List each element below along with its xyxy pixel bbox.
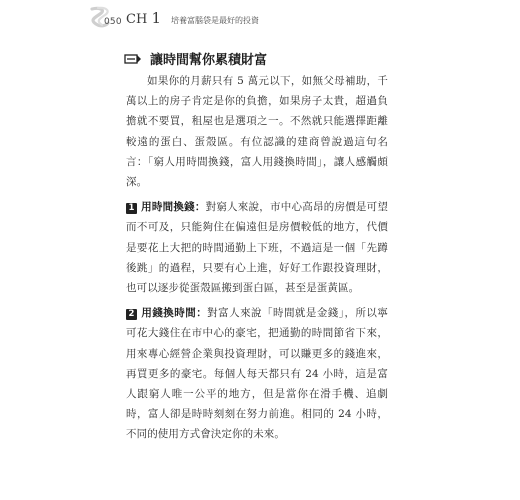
chapter-number: 1 bbox=[151, 9, 161, 27]
list-item-2 bbox=[126, 303, 388, 444]
chapter-title: 培養富腦袋是最好的投資 bbox=[171, 16, 259, 25]
section-heading bbox=[124, 49, 454, 69]
item-1-text: 對窮人來說，市中心高昂的房價是可望而不可及，只能夠住在偏遠但是房價較低的地方，代價是要花上大把的時間通勤上下班，不過這是一個「先蹲後跳」的過程，只要有心上進，好好工作跟投資理財，也可以逐步從蛋殼區搬到蛋白區，甚至是蛋黃區。 bbox=[126, 201, 388, 295]
chapter-prefix: CH bbox=[126, 12, 148, 27]
item-2-text: 對富人來說「時間就是金錢」，所以寧可花大錢住在市中心的豪宅，把通勤的時間節省下來，用來專心經營企業與投資理財，可以賺更多的錢進來，再買更多的豪宅。每個人每天都只有 24 小時，這是富人跟窮人唯一公平的地方，但是當你在滑手機、追劇時，富人卻是時時刻刻在努力前進。相同的 24 小時，不同的使用方式會決定你的未來。 bbox=[126, 307, 388, 441]
page-number: 050 bbox=[104, 17, 122, 27]
pencil-icon bbox=[124, 52, 142, 66]
running-header bbox=[86, 6, 506, 30]
number-badge-2: 2 bbox=[126, 309, 137, 320]
section-title: 讓時間幫你累積財富 bbox=[150, 53, 268, 68]
chapter-label bbox=[126, 9, 161, 27]
number-badge-1: 1 bbox=[126, 203, 137, 214]
body-text bbox=[126, 71, 388, 450]
item-2-lead: 用錢換時間： bbox=[141, 307, 208, 320]
intro-paragraph: 如果你的月薪只有 5 萬元以下，如無父母補助，千萬以上的房子肯定是你的負擔，如果房子太貴，超過負擔就不要買，租屋也是選項之一。不然就只能選擇距離較遠的蛋白、蛋殼區。有位認識的建商曾說過這句名言：「窮人用時間換錢，富人用錢換時間」，讓人感觸頗深。 bbox=[126, 75, 388, 189]
list-item-1 bbox=[126, 197, 388, 298]
item-1-lead: 用時間換錢： bbox=[141, 201, 206, 214]
